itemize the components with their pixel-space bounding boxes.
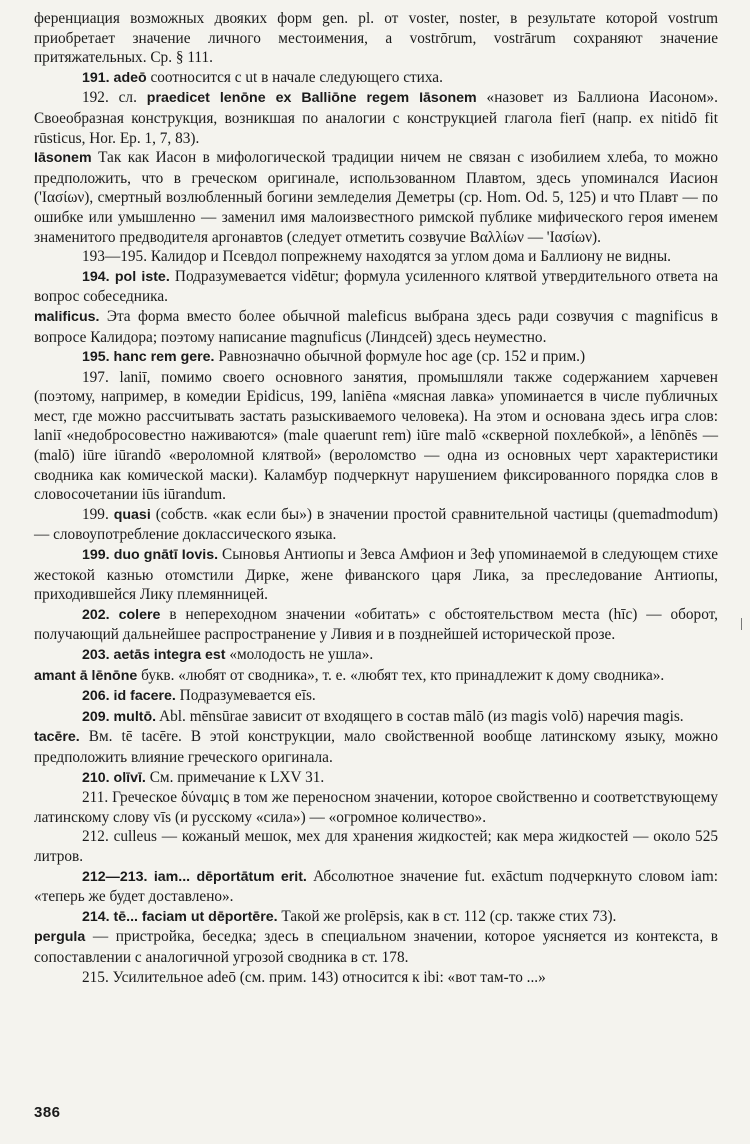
note-text: 193—195. Калидор и Псевдол попрежнему находятся за углом дома и Баллиону не видны.	[82, 248, 671, 266]
note-lemma: 195. hanc rem gere.	[82, 349, 215, 366]
note-paragraph	[34, 788, 718, 827]
note-lemma: 212—213. iam... dēportātum erit.	[82, 868, 307, 885]
note-text: «молодость не ушла».	[225, 646, 374, 663]
note-paragraph	[34, 605, 718, 645]
note-paragraph	[34, 727, 718, 767]
note-paragraph	[34, 88, 718, 148]
note-lemma: quasi	[113, 506, 151, 523]
note-paragraph	[34, 968, 718, 988]
note-text: 212. culleus — кожаный мешок, мех для хранения жидкостей; как мера жидкостей — около 525 литров.	[34, 828, 718, 865]
note-paragraph	[34, 505, 718, 545]
note-text: Abl. mēnsūrae зависит от входящего в состав mālō (из magis volō) наречия magis.	[156, 707, 684, 725]
note-lemma: 203. aetās integra est	[82, 647, 226, 663]
note-text: См. примечание к LXV 31.	[145, 768, 325, 786]
note-paragraph	[34, 666, 718, 687]
note-paragraph	[34, 68, 718, 89]
note-lemma: amant ā lēnōne	[34, 667, 138, 684]
note-text: 192. сл.	[82, 89, 147, 107]
note-text: 197. laniī, помимо своего основного занятия, промышляли также содержанием харчевен (поэтому, например, в комедии Epidicus, 199, laniēna «мясная лавка» упоминается в числе публичных мест, где можно рассчитывать застать разыскиваемого человека). На этом и основана здесь игра слов: laniī «недобросовестно наживаются» (male quaerunt rem) iūre malō «скверной похлебкой», а lēnōnēs — (malō) iūre iūrandō «вероломной клятвой» (вероломство — одна из основных черт характеристики сводника как комической маски). Каламбур подчеркнут нарушением фиксированного порядка слов в словосочетании iūs iūrandum.	[34, 368, 718, 504]
note-text: Подразумевается vidētur; формула усиленного клятвой утвердительного ответа на вопрос собеседника.	[34, 267, 718, 306]
page-number: 386	[34, 1104, 61, 1121]
note-text: Равнозначно обычной формуле hoc age (ср. 152 и прим.)	[214, 348, 586, 366]
note-lemma: 206. id facere.	[82, 688, 176, 705]
note-lemma: 210. olīvī.	[82, 769, 146, 786]
note-paragraph	[34, 867, 718, 907]
note-text: букв. «любят от сводника», т. е. «любят тех, кто принадлежит к дому сводника».	[137, 666, 665, 684]
note-paragraph	[34, 148, 718, 247]
note-text: Вм. tē tacēre. В этой конструкции, мало свойственной вообще латинскому языку, можно предположить влияние греческого оригинала.	[34, 728, 718, 766]
margin-mark	[741, 618, 742, 630]
note-text: Такой же prolēpsis, как в ст. 112 (ср. также стих 73).	[277, 907, 617, 925]
note-text: «назовет из Баллиона Иасоном». Своеобразная конструкция, возникшая по аналогии с конструкцией глагола fierī (напр. ex nitidō fit rūsticus, Hor. Ep. 1, 7, 83).	[34, 89, 718, 147]
note-text: — пристройка, беседка; здесь в специальном значении, которое уясняется из контекста, в сопоставлении с аналогичной угрозой сводника в ст. 178.	[34, 928, 718, 966]
note-paragraph	[34, 267, 718, 307]
note-paragraph	[34, 927, 718, 967]
note-paragraph	[34, 9, 718, 68]
note-text: Подразумевается eīs.	[175, 687, 316, 705]
note-text: в непереходном значении «обитать» с обстоятельством места (hīc) — оборот, получающий дальнейшее распространение у Ливия и в позднейшей исторической прозе.	[34, 605, 719, 644]
note-text: Абсолютное значение fut. exāctum подчеркнуто словом iam: «теперь же будет доставлено».	[34, 867, 718, 906]
note-lemma: praedicet lenōne ex Balliōne regem Iāsonem	[146, 90, 477, 107]
note-paragraph	[34, 827, 718, 866]
note-lemma: 202. colere	[82, 606, 161, 623]
note-text: Так как Иасон в мифологической традиции ничем не связан с изобилием хлеба, то можно предположить, что в греческом оригинале, использованном Плавтом, здесь упоминался Иасион ('Ιασίων), смертный возлюбленный богини земледелия Деметры (ср. Hom. Od. 5, 125) и что Плавт — по ошибке или умышленно — заменил имя малоизвестного римской публике мифического героя именем знаменитого предводителя аргонавтов (следует отметить созвучие Βαλλίων — 'Ιασίων).	[34, 149, 718, 246]
note-paragraph	[34, 686, 718, 707]
note-lemma: pergula	[34, 929, 86, 946]
note-text: Эта форма вместо более обычной maleficus выбрана здесь ради созвучия с magnificus в вопросе Калидора; поэтому написание magnuficus (Линдсей) здесь неуместно.	[34, 307, 718, 346]
note-lemma: 214. tē... faciam ut dēportēre.	[82, 908, 278, 925]
note-text: 199.	[82, 505, 114, 523]
note-lemma: 199. duo gnātī Iovis.	[82, 547, 219, 564]
note-lemma: malificus.	[34, 308, 100, 325]
note-paragraph	[34, 907, 718, 928]
note-text: 211. Греческое δύναμις в том же переносном значении, которое свойственно и соответствующему латинскому слову vīs (и русскому «сила») — «огромное количество».	[34, 789, 718, 826]
note-paragraph	[34, 545, 718, 605]
note-text: ференциация возможных двояких форм gen. pl. от voster, noster, в результате которой vostrum приобретает значение личного местоимения, а vostrōrum, vostrārum сохраняют значение притяжательных. Ср. § 111.	[34, 10, 718, 67]
note-paragraph	[34, 247, 718, 267]
note-text: (собств. «как если бы») в значении простой сравнительной частицы (quemadmodum) — словоупотребление доклассического языка.	[34, 505, 719, 544]
note-text: 215. Усилительное adeō (см. прим. 143) относится к ibi: «вот там-то ...»	[82, 968, 546, 986]
note-text: соотносится с ut в начале следующего стиха.	[146, 68, 443, 86]
note-paragraph	[34, 347, 718, 368]
note-paragraph	[34, 768, 718, 789]
note-text: Сыновья Антиопы и Зевса Амфион и Зеф упоминаемой в следующем стихе жестокой казнью отомстили Дирке, жене фиванского царя Лика, за преследование Антиопы, приходившейся Лику племянницей.	[34, 546, 718, 604]
note-paragraph	[34, 707, 718, 728]
note-lemma: 191. adeō	[82, 69, 147, 86]
note-lemma: tacēre.	[34, 729, 80, 746]
note-lemma: 194. pol iste.	[82, 268, 170, 285]
note-paragraph	[34, 645, 718, 666]
note-paragraph	[34, 368, 718, 505]
note-lemma: Iāsonem	[34, 150, 92, 167]
note-lemma: 209. multō.	[82, 708, 157, 725]
commentary-text	[34, 9, 718, 987]
note-paragraph	[34, 307, 718, 347]
